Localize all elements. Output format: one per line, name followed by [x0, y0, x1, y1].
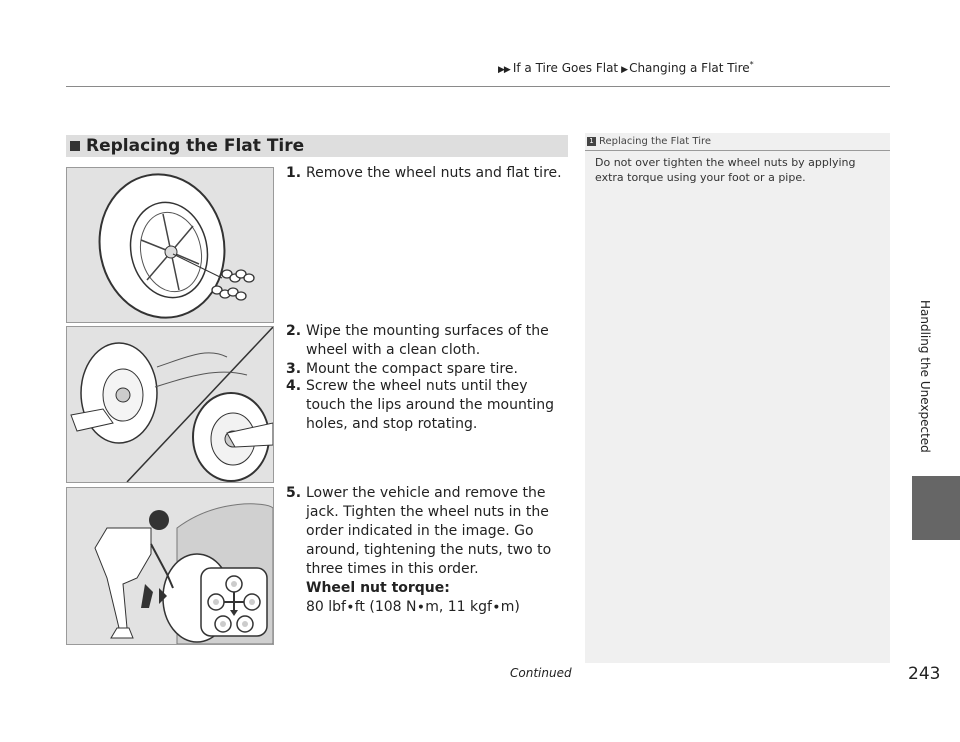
step-number: 4. — [286, 378, 302, 394]
step-number: 1. — [286, 165, 302, 181]
step-text: Screw the wheel nuts until they touch the lips around the mounting holes, and stop rotating. — [306, 378, 554, 432]
double-triangle-right-icon: ▶▶ — [498, 65, 510, 75]
tire-illustration — [67, 168, 273, 322]
square-bullet-icon — [70, 141, 80, 151]
side-tab-marker — [912, 476, 960, 540]
step-text: Wipe the mounting surfaces of the wheel with a clean cloth. — [306, 323, 549, 358]
step-4 — [286, 377, 568, 434]
note-1-icon: 1 — [587, 137, 596, 146]
step-text: Remove the wheel nuts and flat tire. — [306, 165, 562, 181]
torque-label: Wheel nut torque: — [306, 580, 450, 596]
note-text: Do not over tighten the wheel nuts by applying extra torque using your foot or a pipe. — [595, 156, 856, 184]
note-title: Replacing the Flat Tire — [599, 136, 712, 147]
torque-value: 80 lbf∙ft (108 N∙m, 11 kgf∙m) — [306, 599, 520, 615]
asterisk-mark: * — [749, 60, 754, 69]
hub-and-spare-illustration — [67, 327, 273, 482]
step-number: 3. — [286, 361, 302, 377]
continued-label: Continued — [510, 666, 572, 680]
step-5 — [286, 484, 568, 617]
figure-mount-spare — [66, 326, 274, 483]
note-heading — [585, 133, 890, 151]
section-title: Replacing the Flat Tire — [86, 136, 305, 156]
step-text: Mount the compact spare tire. — [306, 361, 518, 377]
step-text: Lower the vehicle and remove the jack. Tighten the wheel nuts in the order indicated in the image. Go around, tightening the nuts, two to three times in this order. — [306, 485, 552, 577]
breadcrumb-item-changing-flat-tire[interactable]: Changing a Flat Tire — [629, 61, 750, 75]
breadcrumb — [498, 60, 898, 75]
note-panel — [585, 133, 890, 663]
step-2 — [286, 322, 568, 360]
step-number: 5. — [286, 485, 302, 501]
header-divider — [66, 86, 890, 87]
triangle-right-icon: ▶ — [621, 65, 628, 75]
step-number: 2. — [286, 323, 302, 339]
side-tab-label: Handling the Unexpected — [918, 300, 932, 453]
tighten-order-illustration — [67, 488, 273, 644]
step-1 — [286, 164, 568, 183]
page-number: 243 — [908, 664, 941, 684]
figure-tighten-nuts — [66, 487, 274, 645]
breadcrumb-item-flat-tire[interactable]: If a Tire Goes Flat — [512, 61, 619, 75]
figure-remove-tire — [66, 167, 274, 323]
section-heading — [66, 135, 568, 157]
